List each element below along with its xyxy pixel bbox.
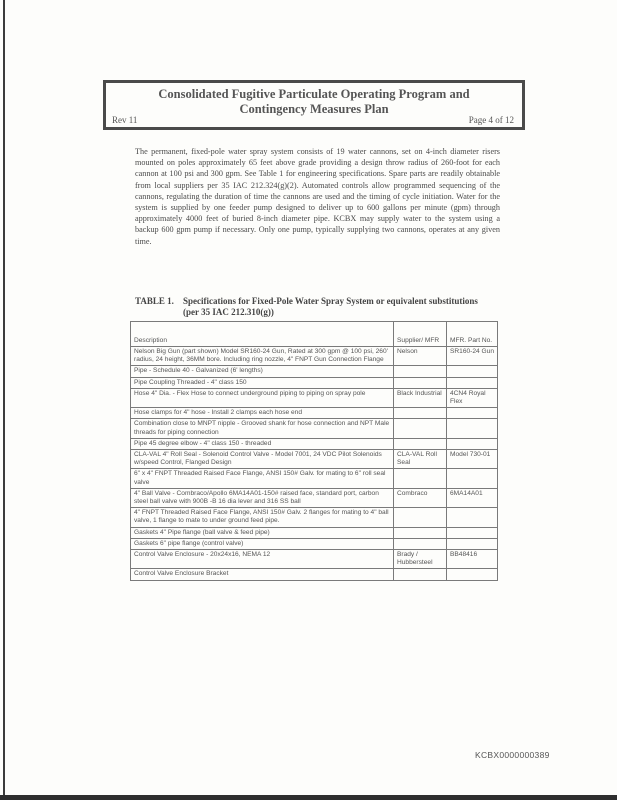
cell-supplier: [394, 366, 447, 377]
cell-supplier: [394, 527, 447, 538]
cell-part-no: [447, 419, 498, 438]
cell-description: Control Valve Enclosure Bracket: [131, 569, 394, 580]
header-title: [106, 87, 522, 117]
table-row: [131, 450, 498, 469]
cell-supplier: [394, 469, 447, 488]
cell-supplier: [394, 377, 447, 388]
cell-description: 6" x 4" FNPT Threaded Raised Face Flange, ANSI 150# Galv. for mating to 6" roll seal valve: [131, 469, 394, 488]
cell-part-no: Model 730-01: [447, 450, 498, 469]
cell-part-no: [447, 527, 498, 538]
table-row: [131, 569, 498, 580]
table-row: [131, 347, 498, 366]
header-page-number: Page 4 of 12: [468, 115, 514, 125]
cell-supplier: [394, 438, 447, 449]
cell-description: Pipe 45 degree elbow - 4" class 150 - threaded: [131, 438, 394, 449]
cell-part-no: [447, 438, 498, 449]
table-row: [131, 419, 498, 438]
cell-part-no: [447, 569, 498, 580]
cell-supplier: [394, 408, 447, 419]
cell-description: 4" Ball Valve - Combraco/Apollo 6MA14A01-150# raised face, standard port, carbon steel ball valve with 900B -B 16 dia lever and 316 SS ball: [131, 488, 394, 507]
cell-supplier: [394, 538, 447, 549]
cell-supplier: Nelson: [394, 347, 447, 366]
cell-part-no: 6MA14A01: [447, 488, 498, 507]
cell-part-no: [447, 408, 498, 419]
table-row: [131, 408, 498, 419]
table-header-description: Description: [131, 322, 394, 347]
body-paragraph: The permanent, fixed-pole water spray system consists of 19 water cannons, set on 4-inch diameter risers mounted on poles approximately 65 feet above grade providing a design throw radius of 260-foot for each cannon at 100 psi and 300 gpm. See Table 1 for engineering specifications. Spare parts are readily obtainable from local suppliers per 35 IAC 212.324(g)(2). Automated controls allow programmed sequencing of the cannons, regulating the duration of time the cannons are used and the timing of cycle initiation. Water for the system is supplied by one feeder pump designed to deliver up to 600 gallons per minute (gpm) through approximately 4000 feet of buried 8-inch diameter pipe. KCBX may supply water to the system using a backup 600 gpm pump if necessary. Only one pump, typically supplying two cannons, operates at any given time.: [135, 147, 500, 246]
cell-description: Gaskets 4" Pipe flange (ball valve & feed pipe): [131, 527, 394, 538]
cell-description: Hose 4" Dia. - Flex Hose to connect underground piping to piping on spray pole: [131, 388, 394, 407]
cell-description: Control Valve Enclosure - 20x24x16, NEMA 12: [131, 550, 394, 569]
cell-part-no: [447, 366, 498, 377]
table-row: [131, 488, 498, 507]
cell-description: Pipe - Schedule 40 - Galvanized (6' lengths): [131, 366, 394, 377]
cell-description: Nelson Big Gun (part shown) Model SR160-24 Gun, Rated at 300 gpm @ 100 psi, 260' radius, 24 height, 36MM bore. Including ring nozzle, 4" FNPT Gun Connection Flange: [131, 347, 394, 366]
table-row: [131, 550, 498, 569]
page-left-border: [3, 0, 5, 800]
cell-description: 4" FNPT Threaded Raised Face Flange, ANSI 150# Galv. 2 flanges for mating to 4" ball valve, 1 flange to mate to under ground feed pipe.: [131, 508, 394, 527]
cell-supplier: Black Industrial: [394, 388, 447, 407]
cell-supplier: [394, 569, 447, 580]
page-bottom-border: [0, 795, 617, 800]
cell-description: Hose clamps for 4" hose - Install 2 clamps each hose end: [131, 408, 394, 419]
header-title-line2: Contingency Measures Plan: [239, 102, 389, 116]
table-row: [131, 527, 498, 538]
bates-number: KCBX0000000389: [475, 750, 550, 760]
cell-description: Gaskets 6" pipe flange (control valve): [131, 538, 394, 549]
document-header: [103, 80, 525, 130]
cell-part-no: [447, 508, 498, 527]
cell-supplier: Combraco: [394, 488, 447, 507]
table-row: [131, 366, 498, 377]
cell-supplier: Brady / Hubbersteel: [394, 550, 447, 569]
table-label: TABLE 1.: [135, 296, 174, 306]
cell-part-no: [447, 538, 498, 549]
table-row: [131, 469, 498, 488]
table-header-row: [131, 322, 498, 347]
table-row: [131, 438, 498, 449]
cell-description: Pipe Coupling Threaded - 4" class 150: [131, 377, 394, 388]
cell-part-no: [447, 469, 498, 488]
table-row: [131, 538, 498, 549]
cell-supplier: CLA-VAL Roll Seal: [394, 450, 447, 469]
table-header-supplier: Supplier/ MFR: [394, 322, 447, 347]
cell-description: Combination close to MNPT nipple - Grooved shank for hose connection and NPT Male threads for piping connection: [131, 419, 394, 438]
cell-part-no: SR160-24 Gun: [447, 347, 498, 366]
cell-part-no: [447, 377, 498, 388]
cell-description: CLA-VAL 4" Roll Seal - Solenoid Control Valve - Model 7001, 24 VDC Pilot Solenoids w/speed Control, Flanged Design: [131, 450, 394, 469]
table-caption-text: Specifications for Fixed-Pole Water Spray System or equivalent substitutions (per 35 IAC 212.310(g)): [183, 296, 478, 317]
specifications-table: [130, 321, 498, 581]
cell-supplier: [394, 508, 447, 527]
table-header-part-no: MFR. Part No.: [447, 322, 498, 347]
header-revision: Rev 11: [112, 115, 138, 125]
table-row: [131, 388, 498, 407]
header-title-line1: Consolidated Fugitive Particulate Operating Program and: [158, 87, 470, 101]
table-row: [131, 377, 498, 388]
cell-part-no: BB48416: [447, 550, 498, 569]
cell-part-no: 4CN4 Royal Flex: [447, 388, 498, 407]
table-row: [131, 508, 498, 527]
cell-supplier: [394, 419, 447, 438]
